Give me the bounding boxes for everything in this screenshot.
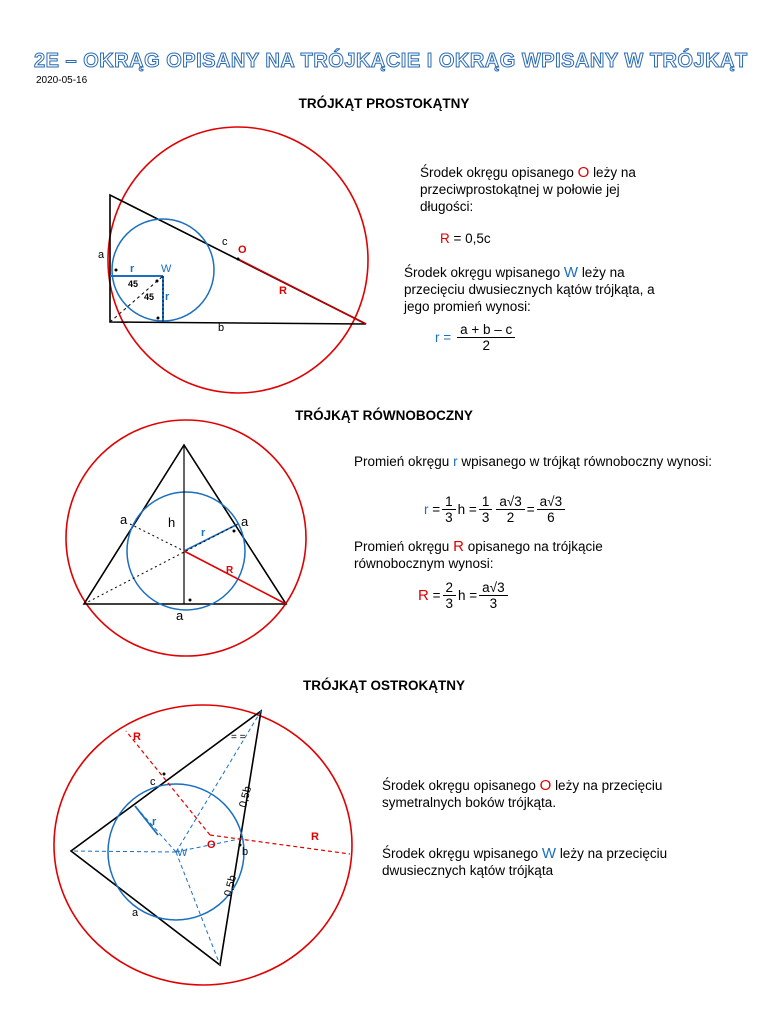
label-a-left: a xyxy=(120,512,128,527)
acute-circum-text: Środek okręgu opisanego O leży na przecięciu symetralnych boków trójkąta. xyxy=(382,777,663,810)
label-a: a xyxy=(98,249,105,261)
label-R: R xyxy=(279,285,287,297)
right-circum-text: Środek okręgu opisanego O leży na przeciwprostokątnej w połowie jej długości: xyxy=(420,164,636,214)
label-half-b-lower: 0,5b xyxy=(222,874,240,898)
equilateral-circum-text: Promień okręgu R opisanego na trójkącie równobocznym wynosi: xyxy=(354,538,603,571)
section-heading-acute: TRÓJKĄT OSTROKĄTNY xyxy=(303,678,465,693)
section-heading-equilateral: TRÓJKĄT RÓWNOBOCZNY xyxy=(295,408,473,423)
equilateral-formula-R: R = $\frac{2}{3}$ h = $\frac{a√3}{3}$ xyxy=(418,580,510,611)
perp-bisector-b xyxy=(210,835,350,854)
perp-bisector-c xyxy=(126,731,210,835)
right-in-text: Środek okręgu wpisanego W leży na przecięciu dwusiecznych kątów trójkąta, a jego promień wynosi: xyxy=(404,264,655,314)
label-R-eq: R xyxy=(226,565,234,576)
label-a-bottom: a xyxy=(176,608,184,623)
page-title: 2E – OKRĄG OPISANY NA TRÓJKĄCIE I OKRĄG WPISANY W TRÓJKĄT xyxy=(34,50,748,72)
acute-in-text: Środek okręgu wpisanego W leży na przecięciu dwusiecznych kątów trójkąta xyxy=(382,845,668,878)
label-W-acute: W xyxy=(177,847,188,859)
label-r-eq: r xyxy=(201,527,206,539)
label-r-vertical: r xyxy=(165,291,170,303)
label-angle-2: 45 xyxy=(144,292,155,302)
right-triangle-diagram xyxy=(98,127,368,393)
label-angle-1: 45 xyxy=(128,279,139,289)
incircle-2 xyxy=(127,492,245,610)
radius-R-1 xyxy=(238,259,366,324)
label-R-right: R xyxy=(311,831,319,843)
label-c: c xyxy=(222,236,228,248)
label-a-acute: a xyxy=(132,907,139,919)
circumcircle-2 xyxy=(66,420,306,656)
label-R-left: R xyxy=(133,731,141,743)
section-heading-right-triangle: TRÓJKĄT PROSTOKĄTNY xyxy=(298,96,470,111)
circumcircle-3 xyxy=(54,705,352,985)
label-h: h xyxy=(168,515,176,530)
acute-triangle-diagram xyxy=(54,705,352,985)
equilateral-triangle-diagram xyxy=(66,420,306,656)
right-formula-R: R = 0,5c xyxy=(440,231,491,246)
label-r-horizontal: r xyxy=(130,263,135,275)
right-formula-r: r = $\frac{a + b - c}{2}$ xyxy=(435,322,517,353)
circumradius-R xyxy=(184,551,286,604)
label-b-acute: b xyxy=(242,846,249,858)
page-date: 2020-05-16 xyxy=(36,75,88,86)
inradius-r xyxy=(184,524,238,551)
equilateral-triangle xyxy=(84,445,286,604)
label-a-right: a xyxy=(241,514,249,529)
label-O: O xyxy=(238,244,247,256)
label-half-b-upper: 0,5b xyxy=(237,785,255,809)
equilateral-in-text: Promień okręgu r wpisanego w trójkąt równoboczny wynosi: xyxy=(354,454,712,469)
equilateral-formula-r: r = $\frac{1}{3}$ h = $\frac{1}{3}$ $\frac{a√3}{2}$ = $\frac{a√3}{6}$ xyxy=(424,494,567,525)
tick-equal: = = xyxy=(231,732,246,743)
label-W: W xyxy=(161,263,172,275)
label-r-acute: r xyxy=(152,816,157,828)
label-c-acute: c xyxy=(150,776,156,788)
label-b: b xyxy=(218,322,225,334)
label-O-acute: O xyxy=(207,839,216,851)
